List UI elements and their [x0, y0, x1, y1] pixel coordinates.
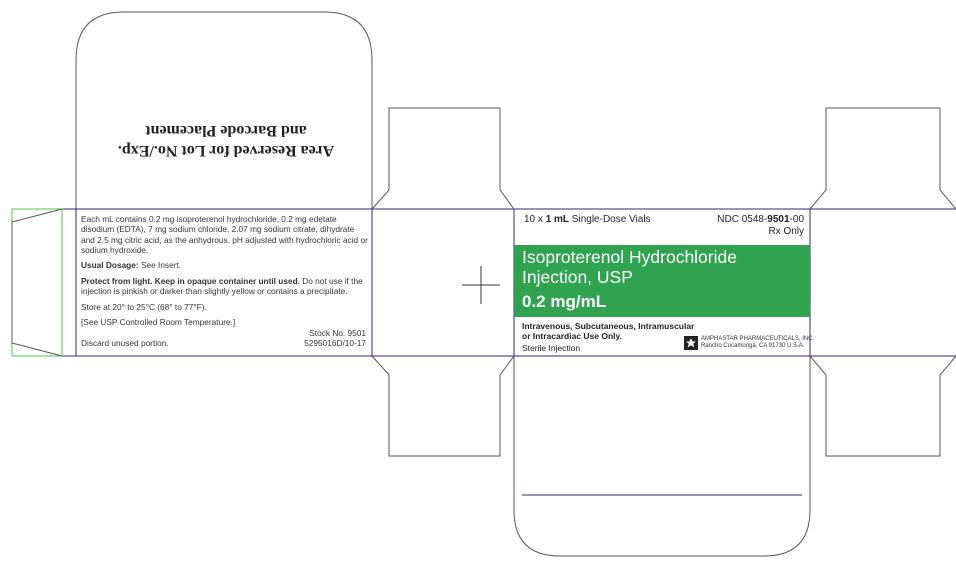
routes-line-2: or Intracardiac Use Only.	[522, 330, 622, 341]
crosshair-mark	[462, 266, 500, 304]
dosage-label: Usual Dosage:	[81, 260, 139, 271]
reserved-area-text	[96, 120, 356, 160]
stock-number: Stock No. 9501	[309, 328, 366, 338]
product-name	[522, 248, 737, 287]
company-name: AMPHASTAR PHARMACEUTICALS, INC.	[701, 336, 815, 342]
routes-line-1: Intravenous, Subcutaneous, Intramuscular	[522, 321, 695, 331]
dust-flap-top-left	[372, 108, 514, 209]
label-code: 5295016D/10-17	[304, 338, 366, 349]
ndc-prefix: NDC 0548-	[717, 214, 768, 225]
ndc-block	[717, 214, 804, 237]
count-prefix: 10 x	[524, 214, 546, 225]
ndc-number	[717, 214, 804, 226]
store-text: Store at 20° to 25°C (68° to 77°F).	[81, 301, 207, 312]
product-name-line-2: Injection, USP	[522, 266, 633, 287]
side-panel	[76, 210, 372, 356]
amphastar-logo-icon	[684, 336, 698, 350]
ndc-product: 9501	[767, 214, 790, 225]
dust-flap-bottom-left	[372, 356, 514, 456]
bottom-tuck-flap	[514, 356, 810, 556]
dosage-text: See Insert.	[138, 260, 182, 271]
stock-block	[304, 328, 366, 349]
protect-label: Protect from light. Keep in opaque container until used.	[81, 275, 300, 286]
reserved-line-1: Area Reserved for Lot No./Exp.	[117, 142, 335, 159]
protect-text: Do not use if the injection is pinkish or darker than slightly yellow or contains a precipitate.	[81, 275, 363, 297]
product-banner	[514, 245, 810, 317]
discard-text: Discard unused portion.	[81, 338, 169, 348]
count-volume: 1 mL	[545, 214, 570, 225]
routes-text	[522, 322, 694, 342]
count-suffix: Single-Dose Vials	[569, 214, 651, 225]
dust-flap-bottom-right	[810, 356, 956, 456]
product-strength: 0.2 mg/mL	[522, 292, 607, 311]
glue-flap-outline	[12, 209, 62, 356]
ndc-suffix: -00	[789, 214, 804, 225]
top-tuck-flap	[76, 12, 372, 209]
dust-flap-top-right	[810, 108, 956, 209]
vial-count	[524, 214, 651, 225]
sterile-text: Sterile Injection	[522, 343, 581, 353]
rx-only: Rx Only	[768, 225, 804, 237]
front-panel	[514, 210, 815, 356]
reserved-line-2: and Barcode Placement	[145, 122, 307, 139]
usp-temp-text: [See USP Controlled Room Temperature.]	[81, 316, 236, 327]
product-name-line-1: Isoproterenol Hydrochloride	[522, 247, 737, 267]
company-address: Rancho Cucamonga, CA 91730 U.S.A.	[701, 343, 805, 350]
glue-flap	[12, 209, 62, 356]
company-text	[701, 336, 814, 350]
dosage-line	[76, 260, 372, 270]
composition-text: Each mL contains 0.2 mg isoproterenol hydrochloride, 0.2 mg edetate disodium (EDTA), 7 mg sodium chloride, 2.07 mg sodium citrate, dihydrate and 2.5 mg citric acid, as the anhydrous. pH adjusted with hydrochloric acid or sodium hydroxide.	[81, 214, 368, 256]
protect-line	[76, 276, 372, 297]
